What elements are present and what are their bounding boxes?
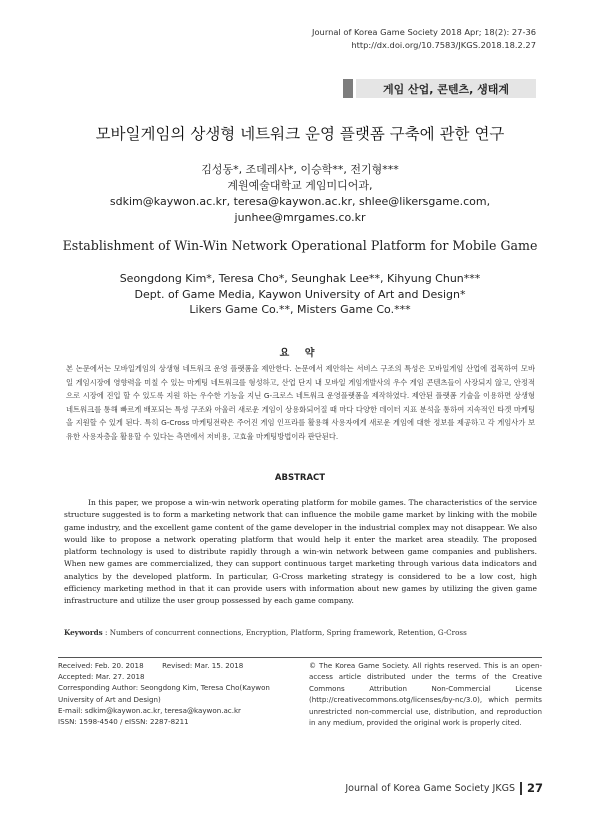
footnote-divider: [58, 657, 542, 658]
english-authors-block: [0, 271, 600, 318]
received-date: Received: Feb. 20. 2018: [58, 661, 144, 670]
korean-affiliation: 계원예술대학교 게임미디어과,: [227, 179, 373, 192]
revised-date: Revised: Mar. 15. 2018: [162, 661, 244, 670]
footer-separator: [520, 782, 522, 795]
author-emails-line-2: junhee@mrgames.co.kr: [234, 211, 366, 224]
page-footer: [345, 781, 543, 795]
korean-title: 모바일게임의 상생형 네트워크 운영 플랫폼 구축에 관한 연구: [95, 125, 505, 143]
english-companies: Likers Game Co.**, Misters Game Co.***: [189, 303, 411, 316]
category-label: 게임 산업, 콘텐츠, 생태계: [356, 79, 536, 98]
article-info-block: [58, 660, 294, 727]
corresponding-author-line-2: University of Art and Design): [58, 694, 161, 704]
english-title: Establishment of Win-Win Network Operational Platform for Mobile Game: [62, 238, 538, 253]
copyright-notice: © The Korea Game Society. All rights reserved. This is an open-access article distributed under the terms of the Creative Commons Attribution Non-Commercial License (http://creativecommons.otg/licenses/by-nc/3.0), which permits unrestricted non-commercial use, distribution, and reproduction in any medium, provided the original work is properly cited.: [309, 661, 542, 728]
korean-author-names: 김성동*, 조데레사*, 이승학**, 전기형***: [201, 163, 399, 176]
accepted-date: Accepted: Mar. 27. 2018: [58, 672, 145, 682]
english-author-names: Seongdong Kim*, Teresa Cho*, Seunghak Lee**, Kihyung Chun***: [119, 272, 481, 285]
abstract-body: [64, 497, 537, 608]
category-banner: [343, 79, 536, 98]
keywords-list: : Numbers of concurrent connections, Encryption, Platform, Spring framework, Retention, G-Cross: [104, 628, 467, 637]
issn-line: ISSN: 1598-4540 / eISSN: 2287-8211: [58, 717, 189, 727]
korean-summary-text: 본 논문에서는 모바일게임의 상생형 네트워크 운영 플랫폼을 제안한다. 논문에서 제안하는 서비스 구조의 특성은 모바일게임 산업에 접목하여 모바일 게임시장에 영향력을 미칠 수 있는 마케팅 네트워크를 형성하고, 산업 단지 내 모바일 게임개발사의 우수 게임 콘텐츠들이 사장되지 않고, 안정적으로 시장에 진입 할 수 있도록 지원 하는 우수한 기능을 지닌 G-크로스 네트워크 운영플랫폼을 제작하였다. 제안된 플랫폼 기술을 이용하면 상생형 네트워크를 통해 빠르게 배포되는 특성 구조와 아울러 새로운 게임이 상용화되어질 때 마다 다양한 데이터 지표 분석을 통하여 지속적인 타겟 마케팅을 지원할 수 있게 된다. 특히 G-Cross 마케팅전략은 주어진 게임 인프라를 활용해 사용자에게 새로운 게임에 대한 정보를 제공하고 각 게임사가 보유한 사용자층을 활용할 수 있다는 측면에서 저비용, 고효율 마케팅방법이라 판단된다.: [66, 364, 535, 441]
footer-journal-name: Journal of Korea Game Society JKGS: [345, 782, 515, 794]
submission-dates: [58, 660, 294, 671]
journal-citation: Journal of Korea Game Society 2018 Apr; 18(2): 27-36: [312, 27, 536, 37]
abstract-paragraph: In this paper, we propose a win-win network operating platform for mobile games. The characteristics of the service structure suggested is to form a marketing network that can influence the mobile game market by linking with the mobile game industry, and the excellent game content of the game developer in the industrial complex may not disappear. We also would like to propose a network operating platform that would help it enter the market area steadily. The proposed platform technology is used to distribute rapidly through a win-win network between game companies and publishers. When new games are commercialized, they can support continuous target marketing through various data indicators and analytics by the developed platform. In particular, G-Cross marketing strategy is considered to be a low cost, high efficiency marketing method in that it can provide users with information about new games by utilizing the given game infrastructure and utilize the user group possessed by each game company.: [64, 498, 537, 606]
author-emails-line-1: sdkim@kaywon.ac.kr, teresa@kaywon.ac.kr, shlee@likersgame.com,: [109, 195, 491, 208]
abstract-heading: ABSTRACT: [274, 473, 326, 483]
keywords-label: Keywords: [64, 628, 103, 637]
corresponding-author-line-1: Corresponding Author: Seongdong Kim, Teresa Cho(Kaywon: [58, 683, 270, 693]
category-accent-bar: [343, 79, 353, 98]
doi-link[interactable]: http://dx.doi.org/10.7583/JKGS.2018.18.2.27: [351, 39, 536, 50]
korean-summary-heading: 요 약: [279, 348, 321, 359]
journal-header: [312, 26, 536, 51]
page-number: 27: [526, 781, 543, 795]
keywords-block: [64, 628, 537, 638]
corresponding-email: E-mail: sdkim@kaywon.ac.kr, teresa@kaywon.ac.kr: [58, 705, 241, 715]
korean-authors-block: [0, 162, 600, 226]
english-affiliation: Dept. of Game Media, Kaywon University of Art and Design*: [134, 287, 466, 301]
